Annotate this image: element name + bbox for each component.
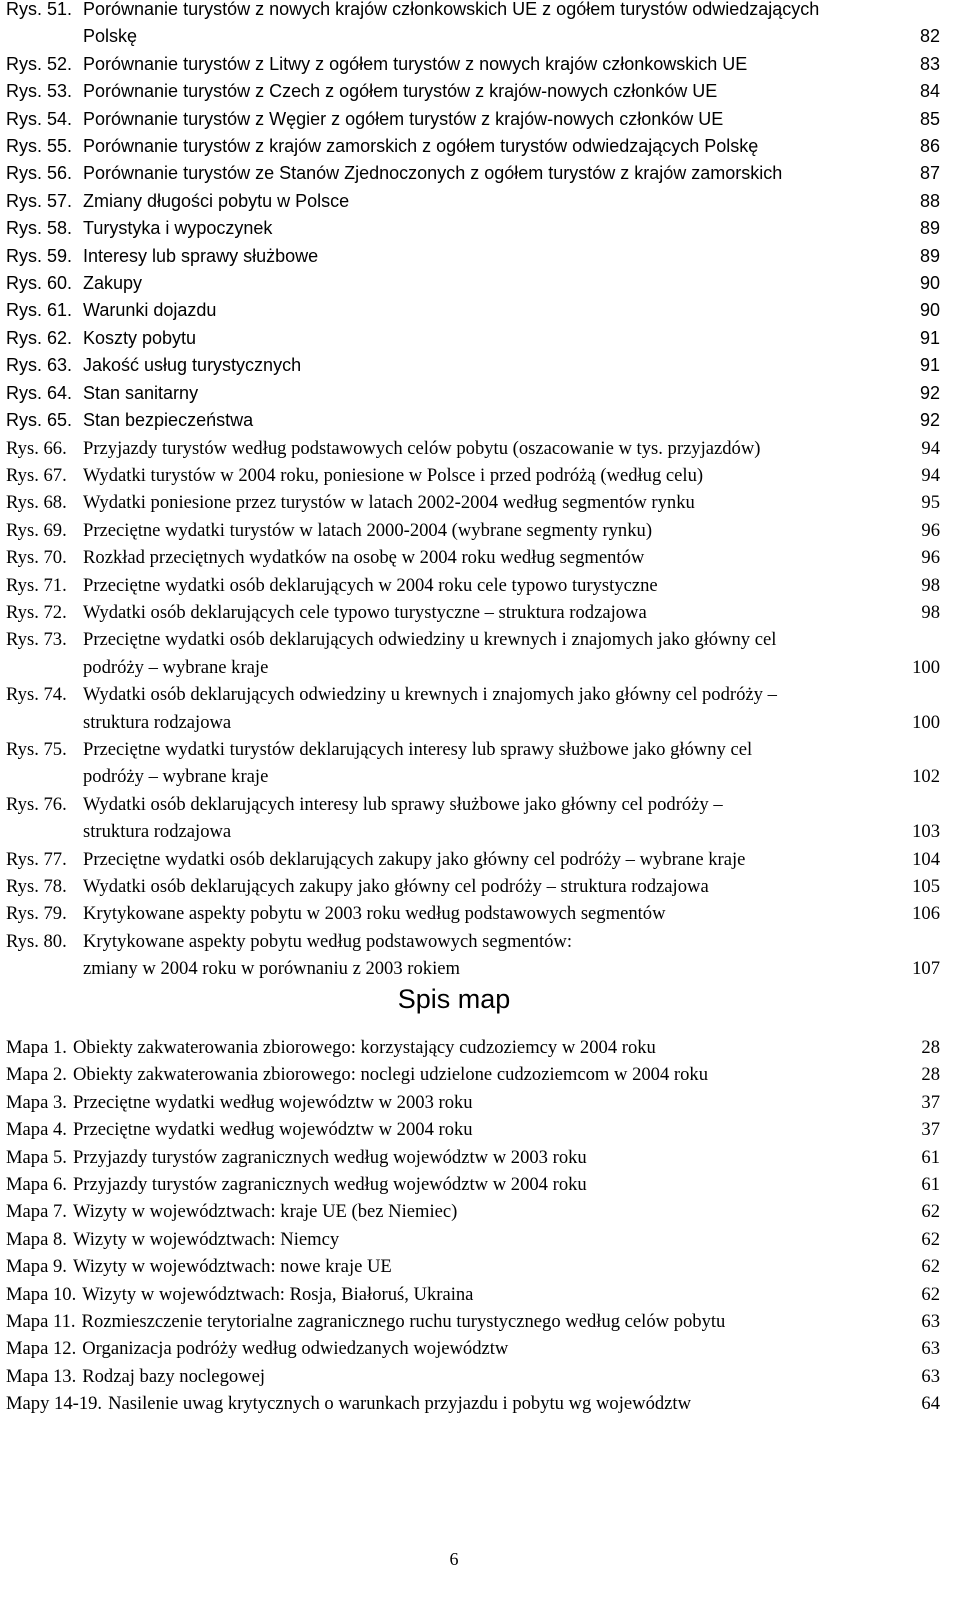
- figure-entry[interactable]: [6, 270, 940, 297]
- entry-label: Rys. 79.: [6, 903, 67, 925]
- entry-title: Przyjazdy turystów zagranicznych według województw w 2004 roku: [72, 1174, 587, 1196]
- entry-title: Interesy lub sprawy służbowe: [83, 245, 319, 266]
- entry-title: Porównanie turystów z krajów zamorskich z ogółem turystów odwiedzających Polskę: [83, 136, 759, 157]
- entry-page-number: 28: [921, 1064, 940, 1086]
- entry-title: Porównanie turystów z Węgier z ogółem turystów z krajów-nowych członków UE: [83, 108, 724, 129]
- entry-text: [6, 572, 888, 599]
- entry-label: Rys. 59.: [6, 245, 73, 266]
- map-entry[interactable]: [6, 1253, 940, 1280]
- figure-entry[interactable]: [6, 0, 940, 51]
- entry-page-number: 61: [921, 1146, 940, 1168]
- figure-entry[interactable]: [6, 846, 940, 873]
- entry-label: Rys. 71.: [6, 574, 67, 596]
- entry-title: Porównanie turystów z Litwy z ogółem turystów z nowych krajów członkowskich UE: [83, 53, 748, 74]
- entry-title: Zakupy: [83, 273, 143, 294]
- entry-text: [6, 407, 888, 434]
- entry-text: [6, 517, 888, 544]
- entry-text: [6, 1061, 888, 1088]
- entry-page-number: 89: [919, 218, 940, 239]
- figure-entry[interactable]: [6, 544, 940, 571]
- map-entry[interactable]: [6, 1198, 940, 1225]
- entry-page-number: 90: [919, 300, 940, 321]
- entry-page-number: 89: [919, 245, 940, 266]
- figure-entry[interactable]: [6, 791, 940, 846]
- entry-text: [6, 1335, 888, 1362]
- entry-title: Jakość usług turystycznych: [83, 355, 302, 376]
- entry-page-number: 63: [921, 1365, 940, 1387]
- figure-entry[interactable]: [6, 243, 940, 270]
- entry-title: Rodzaj bazy noclegowej: [82, 1365, 266, 1387]
- entry-label: Rys. 76.: [6, 793, 67, 815]
- entry-title: Turystyka i wypoczynek: [83, 218, 273, 239]
- entry-label: Rys. 72.: [6, 601, 67, 623]
- entry-text: [6, 873, 888, 900]
- entry-page-number: 85: [919, 108, 940, 129]
- entry-text: [6, 900, 888, 927]
- entry-title: Obiekty zakwaterowania zbiorowego: noclegi udzielone cudzoziemcom w 2004 roku: [72, 1064, 709, 1086]
- entry-page-number: 95: [921, 492, 940, 514]
- entry-label: Rys. 65.: [6, 410, 73, 431]
- entry-text: [6, 1390, 888, 1417]
- figure-entry[interactable]: [6, 325, 940, 352]
- entry-label: Rys. 69.: [6, 519, 67, 541]
- figure-entry[interactable]: [6, 489, 940, 516]
- figure-entry[interactable]: [6, 928, 940, 983]
- entry-label: Rys. 63.: [6, 355, 73, 376]
- entry-label: Rys. 55.: [6, 136, 73, 157]
- entry-text: [6, 435, 888, 462]
- entry-title: Wizyty w województwach: Rosja, Białoruś, Ukraina: [82, 1283, 474, 1305]
- entry-title: Przeciętne wydatki osób deklarujących w 2004 roku cele typowo turystyczne: [83, 574, 658, 596]
- map-entry[interactable]: [6, 1171, 940, 1198]
- entry-label: Rys. 51.: [6, 0, 73, 19]
- entry-label: Rys. 68.: [6, 492, 67, 514]
- entry-title: Wydatki osób deklarujących cele typowo turystyczne – struktura rodzajowa: [83, 601, 647, 623]
- entry-page-number: 92: [919, 410, 940, 431]
- entry-text: [6, 188, 888, 215]
- entry-label: Rys. 74.: [6, 684, 67, 706]
- figure-entry[interactable]: [6, 160, 940, 187]
- figure-entry[interactable]: [6, 133, 940, 160]
- entry-title: Porównanie turystów z nowych krajów członkowskich UE z ogółem turystów odwiedzających Polskę: [83, 0, 820, 47]
- map-entry[interactable]: [6, 1144, 940, 1171]
- entry-page-number: 91: [919, 327, 940, 348]
- entry-label: Rys. 56.: [6, 163, 73, 184]
- entry-title: Obiekty zakwaterowania zbiorowego: korzystający cudzoziemcy w 2004 roku: [72, 1037, 656, 1058]
- entry-text: [6, 0, 888, 51]
- entry-page-number: 86: [919, 136, 940, 157]
- figure-entry[interactable]: [6, 352, 940, 379]
- figure-entry[interactable]: [6, 681, 940, 736]
- entry-title: Przeciętne wydatki według województw w 2004 roku: [72, 1119, 473, 1141]
- entry-label: Rys. 53.: [6, 81, 73, 102]
- entry-page-number: 28: [921, 1037, 940, 1058]
- entry-page-number: 63: [921, 1338, 940, 1360]
- entry-title: Przeciętne wydatki osób deklarujących odwiedziny u krewnych i znajomych jako główny cel podróży – wybrane kraje: [83, 629, 777, 678]
- entry-page-number: 88: [919, 190, 940, 211]
- figure-entry[interactable]: [6, 599, 940, 626]
- entry-label: Rys. 58.: [6, 218, 73, 239]
- entry-title: Przeciętne wydatki turystów w latach 2000-2004 (wybrane segmenty rynku): [83, 519, 653, 541]
- entry-text: [6, 846, 888, 873]
- entry-label: Rys. 62.: [6, 327, 73, 348]
- entry-text: [6, 352, 888, 379]
- map-entry[interactable]: [6, 1116, 940, 1143]
- figure-entry[interactable]: [6, 873, 940, 900]
- entry-text: [6, 1226, 888, 1253]
- entry-page-number: 62: [921, 1283, 940, 1305]
- entry-page-number: 87: [919, 163, 940, 184]
- entry-text: [6, 325, 888, 352]
- entry-page-number: 98: [921, 574, 940, 596]
- entry-text: [6, 380, 888, 407]
- entry-text: [6, 1034, 888, 1061]
- figure-entry[interactable]: [6, 626, 940, 681]
- entry-label: Mapa 1.: [6, 1037, 67, 1058]
- entry-label: Rys. 70.: [6, 547, 67, 569]
- entry-label: Rys. 52.: [6, 53, 73, 74]
- figure-entry[interactable]: [6, 572, 940, 599]
- entry-text: [6, 106, 888, 133]
- entry-page-number: 64: [921, 1393, 940, 1415]
- entry-label: Mapa 2.: [6, 1064, 67, 1086]
- entry-page-number: 37: [921, 1091, 940, 1113]
- entry-text: [6, 928, 888, 983]
- map-entry[interactable]: [6, 1089, 940, 1116]
- figure-entry[interactable]: [6, 517, 940, 544]
- entry-title: Przeciętne wydatki turystów deklarujących interesy lub sprawy służbowe jako główny cel podróży – wybrane kraje: [83, 738, 753, 788]
- entry-label: Mapa 13.: [6, 1365, 77, 1387]
- entry-page-number: 90: [919, 273, 940, 294]
- maps-section-heading: Spis map: [397, 984, 511, 1014]
- entry-page-number: 83: [919, 53, 940, 74]
- figure-list: [6, 0, 940, 983]
- entry-text: [6, 1281, 888, 1308]
- entry-text: [6, 1253, 888, 1280]
- entry-text: [6, 133, 888, 160]
- entry-title: Wydatki osób deklarujących interesy lub sprawy służbowe jako główny cel podróży – struktura rodzajowa: [83, 793, 723, 843]
- map-entry[interactable]: [6, 1308, 940, 1335]
- entry-text: [6, 626, 888, 681]
- entry-label: Mapa 12.: [6, 1338, 77, 1360]
- entry-page-number: 91: [919, 355, 940, 376]
- map-entry[interactable]: [6, 1363, 940, 1390]
- entry-text: [6, 544, 888, 571]
- figure-entry[interactable]: [6, 462, 940, 489]
- entry-label: Rys. 78.: [6, 876, 67, 897]
- entry-text: [6, 1363, 888, 1390]
- entry-text: [6, 791, 888, 846]
- entry-text: [6, 1116, 888, 1143]
- entry-page-number: 104: [912, 848, 940, 870]
- entry-page-number: 102: [912, 766, 940, 788]
- entry-page-number: 98: [921, 601, 940, 623]
- entry-text: [6, 1198, 888, 1225]
- entry-label: Mapa 4.: [6, 1119, 67, 1141]
- map-entry[interactable]: [6, 1034, 940, 1061]
- map-list: [6, 1034, 940, 1418]
- entry-label: Mapy 14-19.: [6, 1393, 103, 1415]
- entry-label: Rys. 80.: [6, 930, 67, 952]
- entry-text: [6, 297, 888, 324]
- entry-page-number: 106: [912, 903, 940, 925]
- entry-title: Krytykowane aspekty pobytu według podstawowych segmentów: zmiany w 2004 roku w porównaniu z 2003 rokiem: [83, 930, 573, 980]
- entry-text: [6, 599, 888, 626]
- entry-page-number: 100: [912, 656, 940, 678]
- entry-page-number: 84: [919, 81, 940, 102]
- page-number: 6: [449, 1549, 459, 1569]
- entry-text: [6, 736, 888, 791]
- entry-label: Mapa 9.: [6, 1256, 67, 1278]
- entry-title: Przeciętne wydatki osób deklarujących zakupy jako główny cel podróży – wybrane kraje: [83, 848, 746, 870]
- entry-title: Wydatki turystów w 2004 roku, poniesione w Polsce i przed podróżą (według celu): [83, 464, 704, 486]
- entry-page-number: 62: [921, 1256, 940, 1278]
- entry-label: Mapa 3.: [6, 1091, 67, 1113]
- figure-entry[interactable]: [6, 736, 940, 791]
- figure-entry[interactable]: [6, 297, 940, 324]
- entry-page-number: 96: [921, 547, 940, 569]
- figure-entry[interactable]: [6, 435, 940, 462]
- entry-label: Rys. 75.: [6, 738, 67, 760]
- entry-text: [6, 270, 888, 297]
- entry-label: Rys. 60.: [6, 273, 73, 294]
- entry-title: Porównanie turystów z Czech z ogółem turystów z krajów-nowych członków UE: [83, 81, 718, 102]
- entry-label: Rys. 61.: [6, 300, 73, 321]
- entry-page-number: 62: [921, 1201, 940, 1223]
- entry-title: Porównanie turystów ze Stanów Zjednoczonych z ogółem turystów z krajów zamorskich: [83, 163, 783, 184]
- entry-page-number: 103: [912, 821, 940, 843]
- entry-page-number: 92: [919, 382, 940, 403]
- figure-entry[interactable]: [6, 188, 940, 215]
- entry-text: [6, 462, 888, 489]
- entry-title: Zmiany długości pobytu w Polsce: [83, 190, 350, 211]
- figure-entry[interactable]: [6, 407, 940, 434]
- entry-title: Organizacja podróży według odwiedzanych województw: [82, 1338, 509, 1360]
- map-entry[interactable]: [6, 1226, 940, 1253]
- entry-title: Nasilenie uwag krytycznych o warunkach przyjazdu i pobytu wg województw: [108, 1393, 692, 1415]
- entry-page-number: 62: [921, 1228, 940, 1250]
- entry-title: Stan bezpieczeństwa: [83, 410, 254, 431]
- entry-page-number: 82: [919, 26, 940, 47]
- entry-title: Wizyty w województwach: kraje UE (bez Niemiec): [72, 1201, 458, 1223]
- entry-title: Przeciętne wydatki według województw w 2003 roku: [72, 1091, 473, 1113]
- entry-label: Rys. 64.: [6, 382, 73, 403]
- figure-entry[interactable]: [6, 380, 940, 407]
- figure-entry[interactable]: [6, 106, 940, 133]
- entry-title: Koszty pobytu: [83, 327, 197, 348]
- entry-page-number: 105: [912, 876, 940, 897]
- entry-page-number: 94: [921, 437, 940, 459]
- entry-label: Mapa 5.: [6, 1146, 67, 1168]
- entry-text: [6, 681, 888, 736]
- entry-label: Mapa 10.: [6, 1283, 77, 1305]
- entry-title: Stan sanitarny: [83, 382, 199, 403]
- entry-title: Przyjazdy turystów zagranicznych według województw w 2003 roku: [72, 1146, 587, 1168]
- figure-entry[interactable]: [6, 215, 940, 242]
- entry-title: Rozmieszczenie terytorialne zagranicznego ruchu turystycznego według celów pobytu: [81, 1311, 726, 1333]
- entry-label: Mapa 11.: [6, 1311, 76, 1333]
- entry-title: Przyjazdy turystów według podstawowych celów pobytu (oszacowanie w tys. przyjazdów): [83, 437, 761, 459]
- figure-entry[interactable]: [6, 51, 940, 78]
- entry-title: Wydatki poniesione przez turystów w latach 2002-2004 według segmentów rynku: [83, 492, 695, 514]
- map-entry[interactable]: [6, 1061, 940, 1088]
- entry-text: [6, 489, 888, 516]
- entry-text: [6, 215, 888, 242]
- entry-page-number: 107: [912, 958, 940, 980]
- entry-title: Wydatki osób deklarujących zakupy jako główny cel podróży – struktura rodzajowa: [83, 876, 709, 897]
- entry-text: [6, 1171, 888, 1198]
- entry-page-number: 100: [912, 711, 940, 733]
- entry-label: Rys. 57.: [6, 190, 73, 211]
- entry-text: [6, 51, 888, 78]
- figure-entry[interactable]: [6, 900, 940, 927]
- entry-label: Rys. 73.: [6, 629, 67, 651]
- entry-page-number: 37: [921, 1119, 940, 1141]
- entry-title: Krytykowane aspekty pobytu w 2003 roku według podstawowych segmentów: [83, 903, 666, 925]
- entry-label: Mapa 7.: [6, 1201, 67, 1223]
- entry-label: Rys. 54.: [6, 108, 73, 129]
- entry-label: Mapa 6.: [6, 1174, 67, 1196]
- entry-label: Rys. 67.: [6, 464, 67, 486]
- entry-title: Wizyty w województwach: Niemcy: [72, 1228, 340, 1250]
- entry-title: Warunki dojazdu: [83, 300, 217, 321]
- entry-title: Rozkład przeciętnych wydatków na osobę w 2004 roku według segmentów: [83, 547, 645, 569]
- entry-page-number: 96: [921, 519, 940, 541]
- entry-title: Wydatki osób deklarujących odwiedziny u krewnych i znajomych jako główny cel podróży – struktura rodzajowa: [83, 684, 777, 733]
- entry-text: [6, 1089, 888, 1116]
- entry-label: Mapa 8.: [6, 1228, 67, 1250]
- map-entry[interactable]: [6, 1281, 940, 1308]
- figure-entry[interactable]: [6, 78, 940, 105]
- entry-text: [6, 78, 888, 105]
- entry-title: Wizyty w województwach: nowe kraje UE: [72, 1256, 392, 1278]
- entry-label: Rys. 77.: [6, 848, 67, 870]
- entry-label: Rys. 66.: [6, 437, 67, 459]
- map-entry[interactable]: [6, 1335, 940, 1362]
- entry-text: [6, 160, 888, 187]
- entry-page-number: 61: [921, 1174, 940, 1196]
- entry-text: [6, 1308, 888, 1335]
- entry-text: [6, 243, 888, 270]
- entry-page-number: 94: [921, 464, 940, 486]
- map-entry[interactable]: [6, 1390, 940, 1417]
- entry-page-number: 63: [921, 1311, 940, 1333]
- entry-text: [6, 1144, 888, 1171]
